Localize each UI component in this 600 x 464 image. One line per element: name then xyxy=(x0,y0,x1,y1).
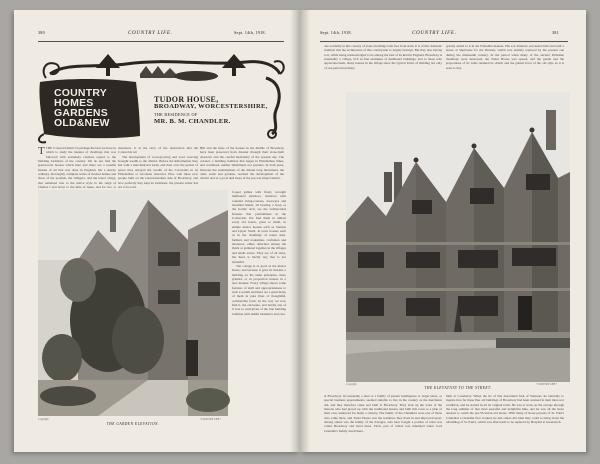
house-heading xyxy=(154,96,304,126)
magazine-spread xyxy=(14,10,586,456)
street-elevation-photo xyxy=(346,92,570,382)
house-location: BROADWAY, WORCESTERSHIRE, xyxy=(154,103,268,111)
page-number-left: 380 xyxy=(38,30,45,35)
running-head-date-left: Sept. 14th, 1918. xyxy=(234,30,266,35)
residence-label: THE RESIDENCE OF xyxy=(154,111,198,117)
house-name: TUDOR HOUSE, xyxy=(154,95,219,104)
running-head-date-right: Sept. 14th, 1918. xyxy=(320,30,352,35)
right-text-bottom-col1: at Broadway. Occasionally a man or a family of greater intelligence or larger ideas, or special business appointments, seemed suitable to live in the country as the merchants did, and they therefore came and built to Broadway. They took up the work of the masons who had grown up with the traditional houses and built this town to a plan of their own, unaltered for many a century. The family of the Chandlers were one of those who came there, and Tudor House was the residence they lived in and improved upon; among others was the family of the Savages, who later bought a portion of what was called Broadway and lived there. Pitch, part of which was inhabited when Lord Chandler's family dwelt there. xyxy=(324,394,442,433)
header-rule-right xyxy=(320,41,568,42)
article-text-col3-top: Hill and the lines of the houses in the middle of Broadway have been preserved from disaster through their stone-built character and the careful husbandry of the present day. The colonel, a building tradition that began in Elizabethan times, and continued, neither inhabitants nor graziers, in both parts, between the examinations of the distant long movement, the older walls and gardens, reached the development of the district and as a good deal more of the pre-war improvement. xyxy=(200,146,284,181)
header-rule-left xyxy=(38,41,284,42)
banner-title: COUNTRY HOMES GARDENS OLD&NEW xyxy=(54,87,110,129)
photo-credit-left-1: Copyright xyxy=(38,418,49,421)
owner-name: MR. B. M. CHANDLER. xyxy=(154,118,231,126)
running-head-title-left: COUNTRY LIFE. xyxy=(128,30,173,36)
right-text-top-col1: one normally in this country of stone dwellings both free from stain. It is of this domestic tradition that the architecture of this countryside so largely belongs. But they also belong to it, while being acknowledged to be among the best of its kind in England. Broadway is essentially a village, rich in fine examples of mullioned buildings, and to those who appreciate them, many houses in the village show the typical forms of building not only of one period but many. xyxy=(324,44,442,70)
running-head-title-right: COUNTRY LIFE. xyxy=(412,30,457,36)
article-text-col2: elsewhere. It is the story of the destruction that the Cotswolds wit The development of wool-growing and wool weaving brought wealth to the district. Before the Reformation they fed with a merchant-led trade; and then over the period of peace they enjoyed the wealth of the Cotswolds in its Elizabethan or Jacobean character. How well these new people built on the Gloucestershire side of Broadway, and how perfectly they kept its traditions, the present writer has not to be told. xyxy=(118,146,198,190)
photo-credit-right-1: Copyright xyxy=(346,383,357,386)
right-page xyxy=(300,10,586,452)
right-text-bottom-col2: built at Coneberry. When the tie of this descended fash of Venturer, he naturally to inquire how far these fine old buildings of Broadway had been retained in their inter-war condition, and he started in all its original form. He was at work on the cottage through the long summer of that most peaceful and delightful time, and he was all the more anxious to retain the pre-Victorian old house. With many of those persons of St. Paul's Cathedral a Chandler first worked, he and others did what they could to bring about the rebuilding of St. Paul's, which was afterwards to be replaced by Hospital at Greenwich. xyxy=(446,394,564,425)
country-homes-banner xyxy=(36,48,286,142)
photo-credit-left-2: "COUNTRY LIFE." xyxy=(200,418,222,421)
left-page xyxy=(14,10,300,452)
photo-credit-right-2: "COUNTRY LIFE." xyxy=(536,383,558,386)
garden-elevation-caption: THE GARDEN ELEVATION. xyxy=(106,422,160,426)
right-text-top-col2: greatly added to it in the Palladian manner. His son Venturer succeeded him and built a house at Sherborne for the Duttons, which was entirely replaced by the present one during the nineteenth century. In the period when many of the ancient Palladian dwellings were destroyed, the Tudor House was spared, and the gentle and the proportions of its walls retained its charm and the gabled front of the old style as it is seen to-day. xyxy=(446,44,564,70)
article-text-col3-side: Coped gables with finely wrought mullioned windows, windows with rounded string-courses, doorways and moulded lintels, all bearing a hoop or the Gothic arch, are the architectural features that predominate in the Cotswolds. We find them in almost every old house, great or small, in simple manor houses such as Stanton and Upper Swell, in town houses such as in the dwellings of lesser men, farmers and tradesmen, craftsmen and labourers, either detached among the fields or gathered together in the villages and small towns. They are of all sizes, but there is hardly any that is not beautiful. The cottage is as good as the manor house, and because it gave its masters a building on the same principles, more granted, or in proportion treated in a new manner. Every village shows some features of skill and appropriateness to such a wealth and there are a great many of them in pure lines of thoughtful, comfortable form. In the way we now find it, the enclosure, and hardly any of it was so well given of the true building tradition with skilful insistence and care. xyxy=(232,190,287,316)
page-number-right: 381 xyxy=(552,30,559,35)
garden-elevation-photo xyxy=(38,190,228,416)
drop-cap: T xyxy=(38,144,45,157)
article-text-col1: TTHE Cotswold district is perhaps the best we have in which to study the manner of dwellings that was followed with extremely cautious regard to the building traditions of the country. We do not find the grand-scale houses which here and there are a notable feature of all that was done in England, but a sturdy, ordinary, thoroughly complete series of modest homes and those of the yeomen, the villagers, and the lesser clergy, that remained true to the native style in the reign of Charles I and down to the time of Anne, and for two or xyxy=(38,144,116,190)
street-elevation-caption: THE ELEVATION TO THE STREET. xyxy=(424,386,492,390)
